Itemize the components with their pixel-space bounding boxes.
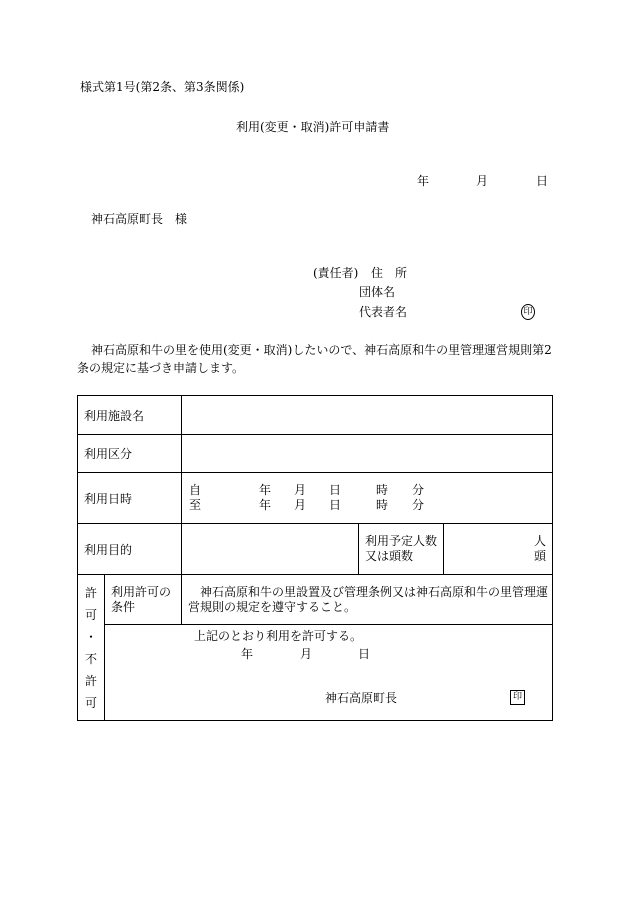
purpose-label: 利用目的 bbox=[78, 524, 182, 575]
conditions-text bbox=[182, 575, 553, 625]
conditions-label-line1: 利用許可の bbox=[111, 584, 172, 599]
count-label-line1: 利用予定人数 bbox=[365, 534, 438, 548]
permit-day: 日 bbox=[358, 647, 371, 661]
category-field[interactable] bbox=[182, 435, 553, 473]
from-month: 月 bbox=[294, 483, 307, 497]
representative-label: 代表者名 bbox=[359, 305, 408, 319]
from-minute: 分 bbox=[412, 483, 425, 497]
to-year: 年 bbox=[259, 498, 272, 512]
datetime-row bbox=[78, 473, 553, 524]
facility-label: 利用施設名 bbox=[78, 396, 182, 435]
count-label bbox=[359, 524, 444, 575]
to-label: 至 bbox=[189, 498, 202, 512]
datetime-label: 利用日時 bbox=[78, 473, 182, 524]
facility-field[interactable] bbox=[182, 396, 553, 435]
date-month-label: 月 bbox=[476, 174, 489, 188]
permit-char-6: 可 bbox=[84, 695, 97, 710]
permit-vertical-label bbox=[78, 575, 105, 721]
from-year: 年 bbox=[259, 483, 272, 497]
to-hour: 時 bbox=[376, 498, 389, 512]
date-day-label: 日 bbox=[536, 174, 549, 188]
from-day: 日 bbox=[329, 483, 342, 497]
addressee: 神石高原町長 様 bbox=[91, 212, 188, 226]
permit-char-3: ・ bbox=[84, 629, 97, 644]
to-day: 日 bbox=[329, 498, 342, 512]
body-text-line2: 条の規定に基づき申請します。 bbox=[77, 361, 245, 375]
permit-row bbox=[78, 625, 553, 721]
conditions-label bbox=[105, 575, 182, 625]
date-year-label: 年 bbox=[417, 174, 430, 188]
form-title: 利用(変更・取消)許可申請書 bbox=[236, 120, 390, 134]
conditions-text-line2: 営規則の規定を遵守すること。 bbox=[188, 599, 357, 614]
to-minute: 分 bbox=[412, 498, 425, 512]
purpose-row bbox=[78, 524, 553, 575]
category-label: 利用区分 bbox=[78, 435, 182, 473]
facility-row bbox=[78, 396, 553, 435]
address-label: 住 所 bbox=[371, 266, 408, 280]
permit-char-5: 許 bbox=[84, 673, 97, 688]
conditions-text-line1: 神石高原和牛の里設置及び管理条例又は神石高原和牛の里管理運 bbox=[200, 584, 549, 599]
application-table bbox=[77, 395, 553, 721]
purpose-field[interactable] bbox=[182, 524, 359, 575]
permit-year: 年 bbox=[241, 647, 254, 661]
mayor-seal-icon: 印 bbox=[510, 690, 525, 705]
count-label-line2: 又は頭数 bbox=[365, 549, 414, 563]
from-label: 自 bbox=[189, 483, 202, 497]
from-hour: 時 bbox=[376, 483, 389, 497]
conditions-row bbox=[78, 575, 553, 625]
datetime-field[interactable] bbox=[182, 473, 553, 524]
permit-char-1: 許 bbox=[84, 585, 97, 600]
category-row bbox=[78, 435, 553, 473]
to-month: 月 bbox=[294, 498, 307, 512]
applicant-seal-icon: 印 bbox=[521, 304, 535, 320]
count-field[interactable] bbox=[444, 524, 553, 575]
mayor-label: 神石高原町長 bbox=[325, 691, 398, 705]
form-number: 様式第1号(第2条、第3条関係) bbox=[80, 80, 245, 94]
permit-char-4: 不 bbox=[84, 651, 97, 666]
permit-char-2: 可 bbox=[84, 607, 97, 622]
permit-cell bbox=[105, 625, 553, 721]
body-text-line1: 神石高原和牛の里を使用(変更・取消)したいので、神石高原和牛の里管理運営規則第2 bbox=[91, 343, 552, 357]
head-unit: 頭 bbox=[534, 549, 547, 563]
permit-month: 月 bbox=[300, 647, 313, 661]
people-unit: 人 bbox=[534, 534, 547, 548]
applicant-role-label: (責任者) bbox=[313, 266, 359, 280]
conditions-label-line2: 条件 bbox=[111, 599, 136, 614]
group-name-label: 団体名 bbox=[359, 285, 396, 299]
permit-text: 上記のとおり利用を許可する。 bbox=[194, 629, 363, 643]
